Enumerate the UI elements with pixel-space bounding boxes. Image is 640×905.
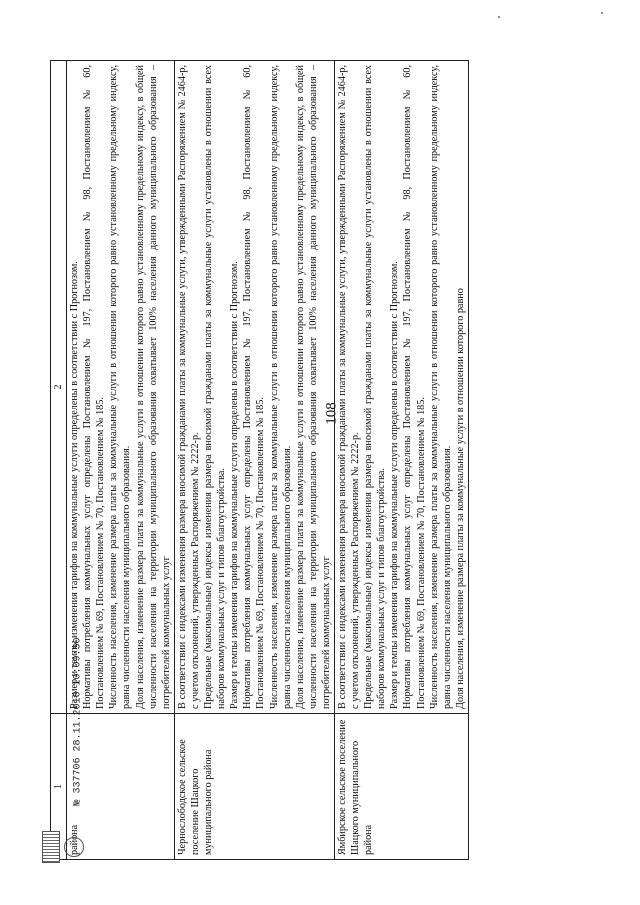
row-text	[334, 61, 468, 714]
document-registration-stamp: № 337706 28.11.2016 10:09:50	[72, 637, 84, 806]
rotated-table-container	[50, 60, 605, 860]
text-paragraph: Численность населения, изменение размера платы за коммунальные услуги в отношении которого равно установленному предельному индексу, равна численности населения муниципального образования.	[428, 65, 453, 709]
table-row	[174, 61, 334, 860]
text-paragraph: Размер и темпы изменения тарифов на коммунальные услуги определены в соответствии с Прогнозом.	[389, 261, 401, 709]
text-paragraph: В соответствии с индексами изменения размера вносимой гражданами платы за коммунальные услуги, утвержденными Распоряжением № 2464-р, с учетом отклонений, утвержденных Распоряжением № 2222-р.	[336, 65, 362, 709]
text-paragraph: Нормативы потребления коммунальных услуг определены Постановлением № 197, Постановлением № 98, Постановлением № 60, Постановлением № 69, Постановлением № 70, Постановлением № 185.	[402, 65, 427, 709]
header-col-2: 2	[51, 61, 67, 714]
scan-speck	[498, 16, 500, 18]
text-paragraph: В соответствии с индексами изменения размера вносимой гражданами платы за коммунальные услуги, утвержденными Распоряжением № 2464-р, с учетом отклонений, утвержденных Распоряжением № 2222-р.	[176, 65, 201, 709]
municipality-name: Чернослободское сельское поселение Шацкого муниципального района	[174, 714, 334, 860]
municipality-name: Ямбирское сельское поселение Шацкого муниципального района	[334, 714, 468, 860]
tariff-table	[50, 60, 469, 860]
text-paragraph: Размер и темпы изменения тарифов на коммунальные услуги определены в соответствии с Прогнозом.	[69, 261, 81, 709]
text-paragraph: Численность населения, изменение размера платы за коммунальные услуги в отношении которого равно установленному предельному индексу, равна численности населения муниципального образования.	[268, 65, 293, 709]
table-row	[334, 61, 468, 860]
table-header-row	[51, 61, 67, 860]
text-paragraph: Предельные (максимальные) индексы изменения размера вносимой гражданами платы за коммунальные услуги установлены в отношении всех наборов коммунальных услуг и типов благоустройства.	[363, 65, 388, 709]
text-paragraph: Размер и темпы изменения тарифов на коммунальные услуги определены в соответствии с Прогнозом.	[229, 261, 241, 709]
header-col-1: 1	[51, 714, 67, 860]
barcode-stamp-icon	[36, 829, 106, 865]
text-paragraph: Предельные (максимальные) индексы изменения размера вносимой гражданами платы за коммунальные услуги установлены в отношении всех наборов коммунальных услуг и типов благоустройства.	[203, 65, 228, 709]
text-paragraph: Численность населения, изменение размера платы за коммунальные услуги в отношении которого равно установленному предельному индексу, равна численности населения муниципального образования.	[108, 65, 133, 709]
municipality-name: района	[67, 714, 175, 860]
row-text	[174, 61, 334, 714]
text-paragraph: Нормативы потребления коммунальных услуг определены Постановлением № 197, Постановлением № 98, Постановлением № 60, Постановлением № 69, Постановлением № 70, Постановлением № 185.	[82, 65, 107, 709]
scan-speck	[601, 12, 603, 14]
page-number: 108	[323, 402, 340, 425]
text-paragraph: Доля населения, изменение размера платы за коммунальные услуги в отношении которого равно	[454, 288, 466, 709]
text-paragraph: Доля населения, изменение размера платы за коммунальные услуги в отношении которого равно установленному предельному индексу, в общей численности населения на территории муниципального образования охватывает 100% населения данного муниципального образования – потребителей коммунальных услуг	[294, 65, 332, 709]
text-paragraph: Доля населения, изменение размера платы за коммунальные услуги в отношении которого равно установленному предельному индексу, в общей численности населения на территории муниципального образования охватывает 100% населения данного муниципального образования – потребителей коммунальных услуг	[134, 65, 172, 709]
text-paragraph: Нормативы потребления коммунальных услуг определены Постановлением № 197, Постановлением № 98, Постановлением № 60, Постановлением № 69, Постановлением № 70, Постановлением № 185.	[242, 65, 267, 709]
